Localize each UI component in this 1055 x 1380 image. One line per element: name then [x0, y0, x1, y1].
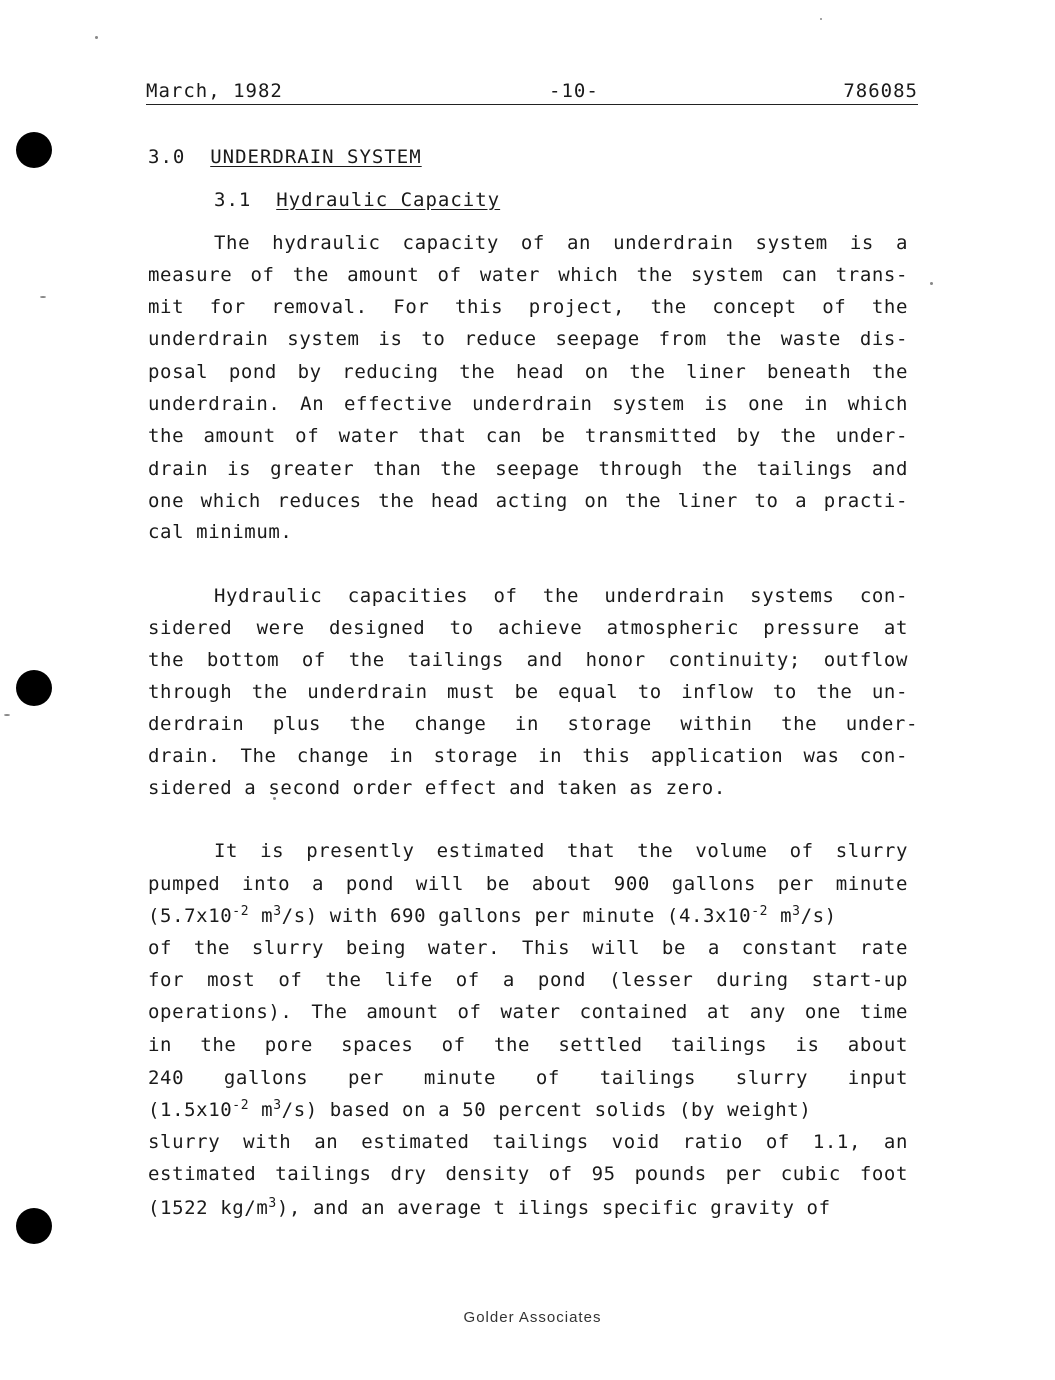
- paragraph-line: in the pore spaces of the settled tailings is about: [148, 1034, 908, 1056]
- superscript: 3: [792, 904, 801, 919]
- text-run: /s) with 690 gallons per minute (4.3x10: [281, 905, 752, 927]
- paragraph-line: Hydraulic capacities of the underdrain systems con-: [214, 585, 908, 607]
- superscript: 3: [273, 1098, 282, 1113]
- superscript: -2: [232, 904, 250, 919]
- paragraph-line: one which reduces the head acting on the liner to a practi-: [148, 490, 908, 512]
- paragraph-line: slurry with an estimated tailings void ratio of 1.1, an: [148, 1131, 908, 1153]
- text-run: /s): [800, 905, 837, 927]
- page-header: [146, 80, 918, 105]
- scan-speck: [820, 18, 822, 20]
- paragraph-line: pumped into a pond will be about 900 gallons per minute: [148, 873, 908, 895]
- paragraph-line: It is presently estimated that the volume of slurry: [214, 840, 908, 862]
- punch-hole-middle: [16, 670, 52, 706]
- paragraph-line: cal minimum.: [148, 521, 293, 543]
- paragraph-line: measure of the amount of water which the system can trans-: [148, 264, 908, 286]
- section-number: 3.0: [148, 146, 186, 168]
- punch-hole-top: [16, 132, 52, 168]
- paragraph-line: The hydraulic capacity of an underdrain system is a: [214, 232, 908, 254]
- paragraph-line: sidered were designed to achieve atmospheric pressure at: [148, 617, 908, 639]
- footer-company: Golder Associates: [463, 1309, 602, 1326]
- paragraph-line: 240 gallons per minute of tailings slurry input: [148, 1067, 908, 1089]
- paragraph-line: the bottom of the tailings and honor continuity; outflow: [148, 649, 908, 671]
- paragraph-line: derdrain plus the change in storage within the under-: [148, 713, 918, 735]
- paragraph-line: posal pond by reducing the head on the liner beneath the: [148, 361, 908, 383]
- paragraph-line: drain. The change in storage in this application was con-: [148, 745, 908, 767]
- text-run: m: [249, 1099, 274, 1121]
- punch-hole-bottom: [16, 1208, 52, 1244]
- document-number: 786085: [843, 80, 918, 102]
- paragraph-line: for most of the life of a pond (lesser during start-up: [148, 969, 908, 991]
- paragraph-line: of the slurry being water. This will be a constant rate: [148, 937, 908, 959]
- text-run: (1.5x10: [148, 1099, 233, 1121]
- text-run: (5.7x10: [148, 905, 233, 927]
- paragraph-line: underdrain. An effective underdrain system is one in which: [148, 393, 908, 415]
- scan-speck: [40, 296, 46, 298]
- scan-speck: [95, 36, 98, 39]
- text-run: ), and an average t ilings specific gravity of: [276, 1197, 831, 1219]
- paragraph-line: [148, 1195, 908, 1221]
- text-run: /s) based on a 50 percent solids (by weight): [281, 1099, 812, 1121]
- text-run: m: [768, 905, 793, 927]
- paragraph-line: through the underdrain must be equal to inflow to the un-: [148, 681, 908, 703]
- paragraph-line: the amount of water that can be transmitted by the under-: [148, 425, 908, 447]
- superscript: -2: [751, 904, 769, 919]
- subsection-heading: [214, 189, 500, 211]
- paragraph-line: sidered a second order effect and taken as zero.: [148, 777, 726, 799]
- text-run: m: [249, 905, 274, 927]
- superscript: -2: [232, 1098, 250, 1113]
- scan-speck: [930, 282, 933, 285]
- scan-speck: [4, 714, 10, 716]
- paragraph-line: operations). The amount of water contained at any one time: [148, 1001, 908, 1023]
- superscript: 3: [273, 904, 282, 919]
- subsection-number: 3.1: [214, 189, 252, 211]
- section-heading: [148, 146, 422, 168]
- superscript: 3: [268, 1196, 277, 1211]
- paragraph-line: drain is greater than the seepage through the tailings and: [148, 458, 908, 480]
- paragraph-line: [148, 903, 908, 929]
- paragraph-line: [148, 1097, 908, 1123]
- text-run: (1522 kg/m: [148, 1197, 269, 1219]
- paragraph-line: mit for removal. For this project, the concept of the: [148, 296, 908, 318]
- page-number: -10-: [549, 80, 599, 102]
- paragraph-line: estimated tailings dry density of 95 pounds per cubic foot: [148, 1163, 908, 1185]
- paragraph-line: underdrain system is to reduce seepage from the waste dis-: [148, 328, 908, 350]
- subsection-title: Hydraulic Capacity: [276, 189, 501, 211]
- section-title: UNDERDRAIN SYSTEM: [210, 146, 422, 168]
- header-date: March, 1982: [146, 80, 283, 102]
